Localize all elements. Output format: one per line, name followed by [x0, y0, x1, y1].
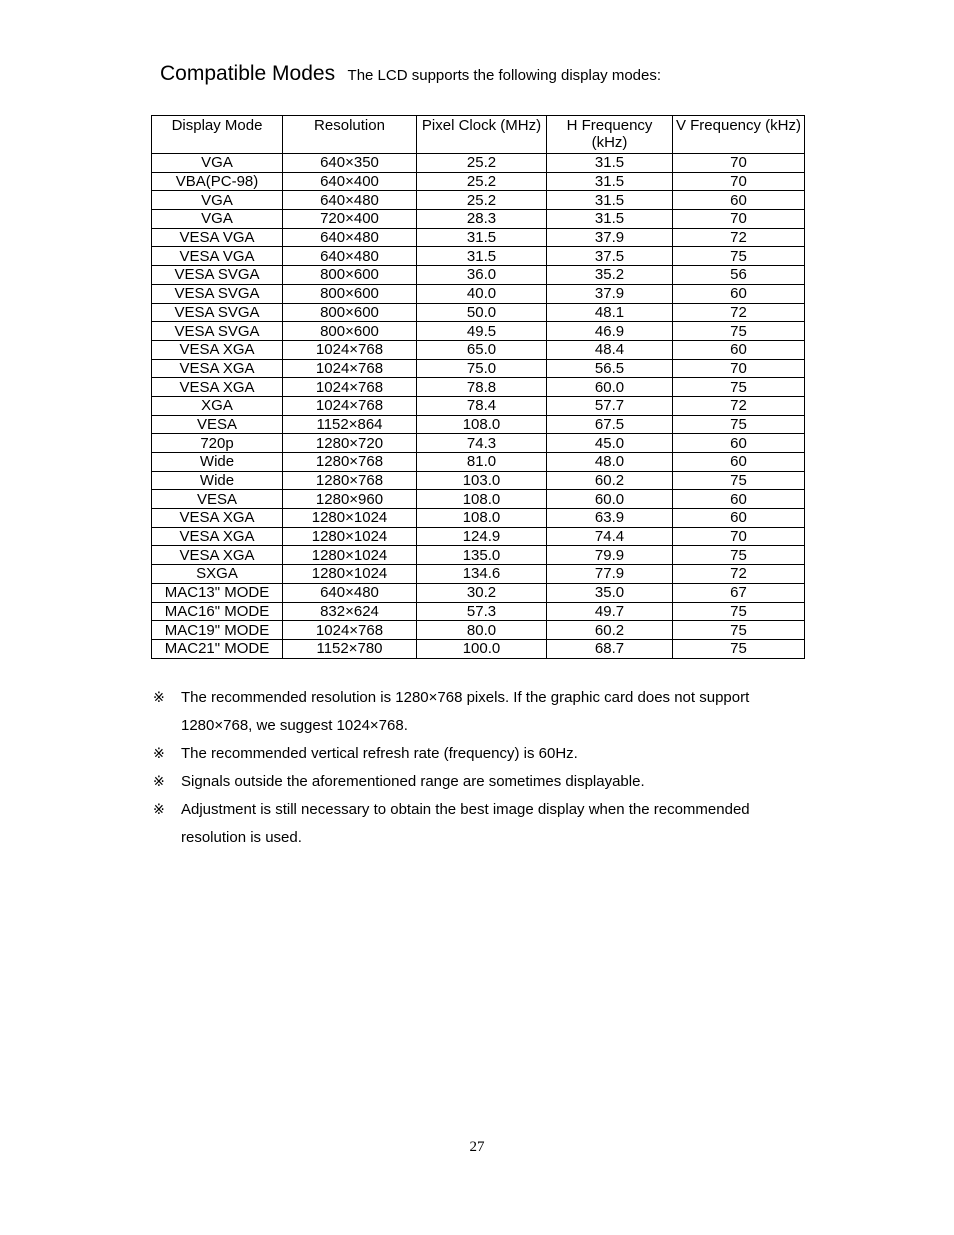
table-row [152, 359, 805, 378]
note-text: Signals outside the aforementioned range are sometimes displayable. [181, 773, 645, 790]
table-cell: 1280×768 [283, 453, 417, 472]
table-cell: 800×600 [283, 303, 417, 322]
table-body [152, 154, 805, 659]
table-cell: 57.7 [547, 396, 673, 415]
table-cell: Wide [152, 453, 283, 472]
table-row [152, 266, 805, 285]
table-cell: 640×480 [283, 247, 417, 266]
table-cell: 1280×720 [283, 434, 417, 453]
table-row [152, 639, 805, 658]
table-cell: 640×400 [283, 172, 417, 191]
table-cell: 70 [673, 154, 805, 173]
table-cell: 60 [673, 340, 805, 359]
table-row [152, 490, 805, 509]
table-cell: VESA XGA [152, 340, 283, 359]
table-cell: VESA XGA [152, 359, 283, 378]
column-header: Pixel Clock (MHz) [417, 116, 547, 154]
table-cell: VBA(PC-98) [152, 172, 283, 191]
reference-mark-icon: ※ [153, 690, 165, 706]
table-cell: 640×480 [283, 583, 417, 602]
table-row [152, 509, 805, 528]
table-row [152, 621, 805, 640]
table-cell: VGA [152, 210, 283, 229]
table-cell: VGA [152, 154, 283, 173]
table-row [152, 583, 805, 602]
table-cell: 1280×768 [283, 471, 417, 490]
table-cell: 67.5 [547, 415, 673, 434]
table-cell: VESA [152, 415, 283, 434]
table-cell: 35.2 [547, 266, 673, 285]
table-cell: 72 [673, 565, 805, 584]
table-row [152, 284, 805, 303]
column-header: Resolution [283, 116, 417, 154]
table-cell: 25.2 [417, 154, 547, 173]
table-row [152, 228, 805, 247]
table-cell: 78.4 [417, 396, 547, 415]
table-cell: 31.5 [547, 154, 673, 173]
section-title: Compatible Modes [160, 62, 336, 85]
table-cell: Wide [152, 471, 283, 490]
table-cell: 60.2 [547, 471, 673, 490]
table-header-row [152, 116, 805, 154]
table-cell: 100.0 [417, 639, 547, 658]
table-cell: 134.6 [417, 565, 547, 584]
table-row [152, 340, 805, 359]
table-cell: 49.5 [417, 322, 547, 341]
table-cell: 103.0 [417, 471, 547, 490]
column-header: H Frequency (kHz) [547, 116, 673, 154]
table-cell: 79.9 [547, 546, 673, 565]
table-cell: 1280×1024 [283, 565, 417, 584]
table-row [152, 415, 805, 434]
table-row [152, 172, 805, 191]
reference-mark-icon: ※ [153, 802, 165, 818]
table-row [152, 546, 805, 565]
table-cell: 65.0 [417, 340, 547, 359]
table-cell: 40.0 [417, 284, 547, 303]
table-cell: 75 [673, 639, 805, 658]
table-cell: 60.0 [547, 378, 673, 397]
table-cell: 108.0 [417, 415, 547, 434]
note-item [153, 740, 813, 768]
table-cell: VESA [152, 490, 283, 509]
table-cell: VESA SVGA [152, 322, 283, 341]
table-cell: VGA [152, 191, 283, 210]
note-item [153, 796, 813, 852]
table-cell: MAC13" MODE [152, 583, 283, 602]
table-row [152, 191, 805, 210]
table-cell: 31.5 [547, 210, 673, 229]
table-cell: XGA [152, 396, 283, 415]
table-cell: 75 [673, 602, 805, 621]
table-row [152, 396, 805, 415]
table-cell: 57.3 [417, 602, 547, 621]
table-cell: VESA SVGA [152, 284, 283, 303]
table-cell: 60 [673, 191, 805, 210]
table-cell: 56.5 [547, 359, 673, 378]
table-cell: 72 [673, 228, 805, 247]
note-item [153, 684, 813, 740]
table-row [152, 434, 805, 453]
note-item [153, 768, 813, 796]
table-cell: 1024×768 [283, 359, 417, 378]
table-cell: 75.0 [417, 359, 547, 378]
table-cell: 70 [673, 172, 805, 191]
table-cell: 1280×1024 [283, 509, 417, 528]
table-cell: 36.0 [417, 266, 547, 285]
table-cell: 37.9 [547, 284, 673, 303]
table-cell: 640×350 [283, 154, 417, 173]
table-cell: 35.0 [547, 583, 673, 602]
table-cell: 28.3 [417, 210, 547, 229]
table-cell: 135.0 [417, 546, 547, 565]
table-cell: 1152×864 [283, 415, 417, 434]
table-cell: 124.9 [417, 527, 547, 546]
table-cell: 75 [673, 247, 805, 266]
table-cell: MAC21" MODE [152, 639, 283, 658]
table-cell: 1024×768 [283, 340, 417, 359]
table-cell: 75 [673, 322, 805, 341]
table-cell: 56 [673, 266, 805, 285]
table-cell: 46.9 [547, 322, 673, 341]
table-row [152, 378, 805, 397]
column-header: V Frequency (kHz) [673, 116, 805, 154]
table-cell: 48.4 [547, 340, 673, 359]
table-row [152, 322, 805, 341]
table-cell: 30.2 [417, 583, 547, 602]
table-cell: 640×480 [283, 191, 417, 210]
table-row [152, 471, 805, 490]
section-subtitle: The LCD supports the following display modes: [347, 67, 662, 84]
table-cell: 720p [152, 434, 283, 453]
table-cell: VESA SVGA [152, 303, 283, 322]
table-cell: 60 [673, 434, 805, 453]
table-cell: 1280×1024 [283, 546, 417, 565]
table-cell: 1024×768 [283, 621, 417, 640]
table-cell: 78.8 [417, 378, 547, 397]
table-cell: 60 [673, 284, 805, 303]
table-row [152, 210, 805, 229]
table-cell: 1024×768 [283, 396, 417, 415]
column-header: Display Mode [152, 116, 283, 154]
table-cell: 60.0 [547, 490, 673, 509]
note-text: Adjustment is still necessary to obtain the best image display when the recommended resolution is used. [181, 801, 750, 846]
table-cell: 72 [673, 303, 805, 322]
table-row [152, 602, 805, 621]
table-cell: 48.1 [547, 303, 673, 322]
table-cell: 1024×768 [283, 378, 417, 397]
table-cell: 77.9 [547, 565, 673, 584]
table-cell: 80.0 [417, 621, 547, 640]
table-cell: 75 [673, 621, 805, 640]
note-text: The recommended vertical refresh rate (frequency) is 60Hz. [181, 745, 578, 762]
table-cell: 75 [673, 378, 805, 397]
table-cell: 1152×780 [283, 639, 417, 658]
table-cell: 60 [673, 453, 805, 472]
table-cell: 31.5 [547, 172, 673, 191]
table-cell: VESA XGA [152, 509, 283, 528]
table-cell: 50.0 [417, 303, 547, 322]
notes-list [153, 684, 813, 852]
table-row [152, 527, 805, 546]
table-cell: 72 [673, 396, 805, 415]
table-cell: 60.2 [547, 621, 673, 640]
table-cell: 63.9 [547, 509, 673, 528]
table-cell: VESA XGA [152, 378, 283, 397]
table-cell: 800×600 [283, 322, 417, 341]
table-cell: VESA XGA [152, 546, 283, 565]
table-cell: 800×600 [283, 284, 417, 303]
table-cell: 25.2 [417, 172, 547, 191]
table-cell: VESA VGA [152, 228, 283, 247]
table-cell: 37.9 [547, 228, 673, 247]
table-row [152, 565, 805, 584]
table-cell: 108.0 [417, 509, 547, 528]
table-cell: 45.0 [547, 434, 673, 453]
display-modes-table [151, 115, 805, 659]
table-row [152, 303, 805, 322]
reference-mark-icon: ※ [153, 774, 165, 790]
table-cell: 75 [673, 471, 805, 490]
table-cell: MAC19" MODE [152, 621, 283, 640]
table-row [152, 247, 805, 266]
table-cell: 70 [673, 359, 805, 378]
table-cell: 640×480 [283, 228, 417, 247]
reference-mark-icon: ※ [153, 746, 165, 762]
table-cell: 81.0 [417, 453, 547, 472]
table-cell: 75 [673, 415, 805, 434]
table-cell: VESA VGA [152, 247, 283, 266]
table-cell: 108.0 [417, 490, 547, 509]
table-cell: 48.0 [547, 453, 673, 472]
table-cell: 74.4 [547, 527, 673, 546]
table-cell: 31.5 [417, 247, 547, 266]
table-cell: VESA SVGA [152, 266, 283, 285]
table-cell: 37.5 [547, 247, 673, 266]
note-text: The recommended resolution is 1280×768 pixels. If the graphic card does not support 1280×768, we suggest 1024×768. [181, 689, 750, 734]
table-row [152, 453, 805, 472]
page-heading [160, 62, 661, 86]
table-cell: 75 [673, 546, 805, 565]
table-cell: VESA XGA [152, 527, 283, 546]
table-cell: 25.2 [417, 191, 547, 210]
table-cell: 70 [673, 527, 805, 546]
table-row [152, 154, 805, 173]
table-cell: 832×624 [283, 602, 417, 621]
table-cell: MAC16" MODE [152, 602, 283, 621]
page-number: 27 [469, 1139, 485, 1155]
table-cell: 60 [673, 509, 805, 528]
table-cell: 60 [673, 490, 805, 509]
table-cell: 70 [673, 210, 805, 229]
table-cell: 31.5 [547, 191, 673, 210]
table-cell: 1280×960 [283, 490, 417, 509]
table-cell: 1280×1024 [283, 527, 417, 546]
table-cell: 31.5 [417, 228, 547, 247]
table-cell: 68.7 [547, 639, 673, 658]
table-cell: 800×600 [283, 266, 417, 285]
table-cell: 67 [673, 583, 805, 602]
table-cell: 49.7 [547, 602, 673, 621]
table-cell: 720×400 [283, 210, 417, 229]
table-cell: SXGA [152, 565, 283, 584]
table-cell: 74.3 [417, 434, 547, 453]
